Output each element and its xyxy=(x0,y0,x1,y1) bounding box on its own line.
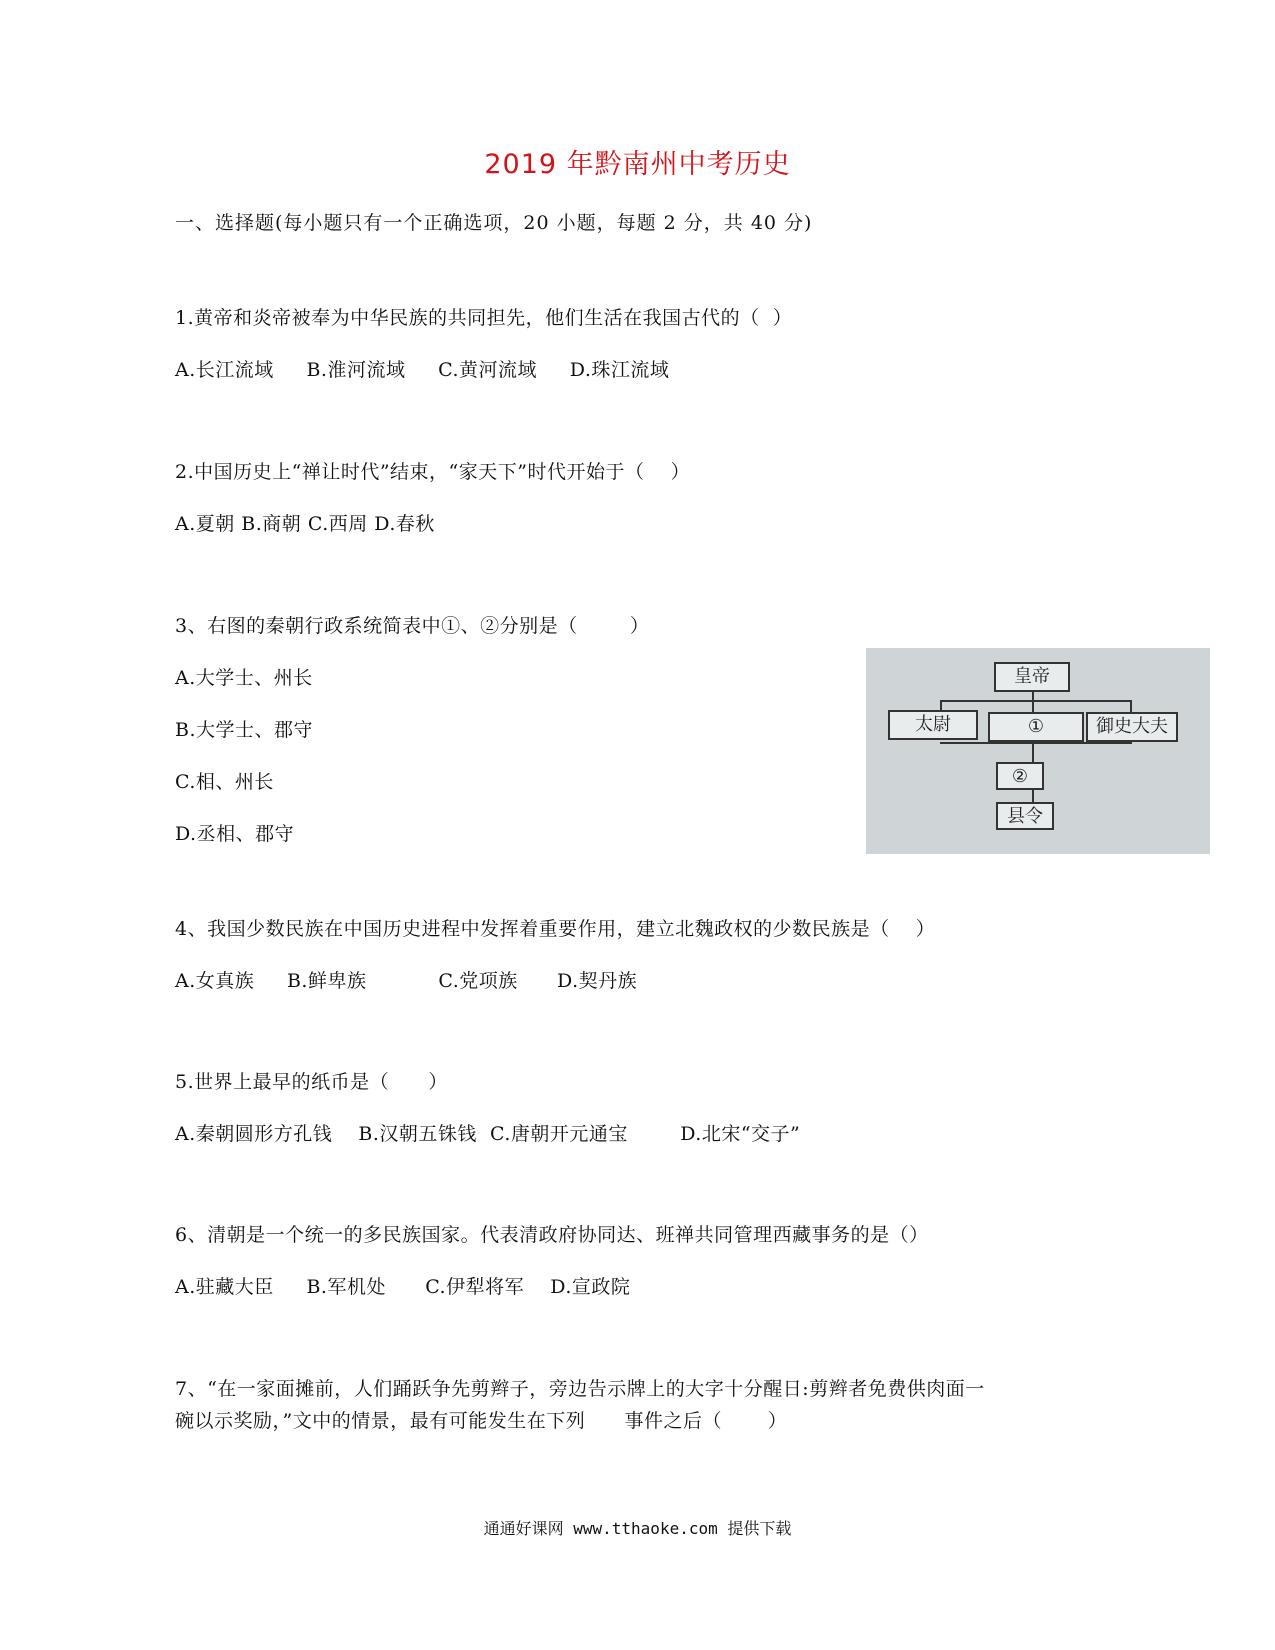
question-3-option-d: D.丞相、郡守 xyxy=(175,823,295,845)
diagram-yushi-box: 御史大夫 xyxy=(1086,712,1178,742)
question-2-stem: 2.中国历史上“禅让时代”结束，“家天下”时代开始于（ ） xyxy=(175,461,691,483)
question-3-option-b: B.大学士、郡守 xyxy=(175,719,314,741)
page-footer: 通通好课网 www.tthaoke.com 提供下载 xyxy=(483,1519,792,1538)
diagram-upper-bracket xyxy=(940,700,1132,702)
diagram-xianling-box: 县令 xyxy=(996,802,1054,830)
question-7-stem-line1: 7、“在一家面摊前，人们踊跃争先剪辫子，旁边告示牌上的大字十分醒日:剪辫者免费供肉面一 xyxy=(175,1378,985,1400)
qin-admin-diagram xyxy=(866,648,1210,854)
question-3-stem: 3、右图的秦朝行政系统简表中①、②分别是（ ） xyxy=(175,615,650,637)
diagram-emperor-box: 皇帝 xyxy=(994,662,1070,692)
question-1-stem: 1.黄帝和炎帝被奉为中华民族的共同担先，他们生活在我国古代的（ ） xyxy=(175,307,793,329)
diagram-lower-bracket xyxy=(940,742,1132,744)
question-1-options: A.长江流域 B.淮河流域 C.黄河流域 D.珠江流域 xyxy=(175,359,670,381)
question-3-option-a: A.大学士、州长 xyxy=(175,667,313,689)
diagram-taiwei-box: 太尉 xyxy=(888,710,978,740)
diagram-bracket-right xyxy=(1130,700,1132,712)
question-7-stem-line2: 碗以示奖励，”文中的情景，最有可能发生在下列 事件之后（ ） xyxy=(175,1410,788,1432)
question-5-options: A.秦朝圆形方孔钱 B.汉朝五铢钱 C.唐朝开元通宝 D.北宋“交子” xyxy=(175,1123,801,1145)
section-heading: 一、选择题(每小题只有一个正确选项，20 小题，每题 2 分，共 40 分) xyxy=(175,212,813,234)
question-2-options: A.夏朝 B.商朝 C.西周 D.春秋 xyxy=(175,513,435,535)
question-6-options: A.驻藏大臣 B.军机处 C.伊犁将军 D.宣政院 xyxy=(175,1276,631,1298)
question-5-stem: 5.世界上最早的纸币是（ ） xyxy=(175,1071,448,1093)
question-4-stem: 4、我国少数民族在中国历史进程中发挥着重要作用，建立北魏政权的少数民族是（ ） xyxy=(175,918,936,940)
page-title: 2019 年黔南州中考历史 xyxy=(484,149,791,180)
question-4-options: A.女真族 B.鲜卑族 C.党项族 D.契丹族 xyxy=(175,970,638,992)
diagram-item-2-box: ② xyxy=(996,762,1044,790)
question-6-stem: 6、清朝是一个统一的多民族国家。代表清政府协同达、班禅共同管理西藏事务的是（） xyxy=(175,1224,929,1246)
diagram-item-1-box: ① xyxy=(988,712,1084,742)
question-3-option-c: C.相、州长 xyxy=(175,771,274,793)
